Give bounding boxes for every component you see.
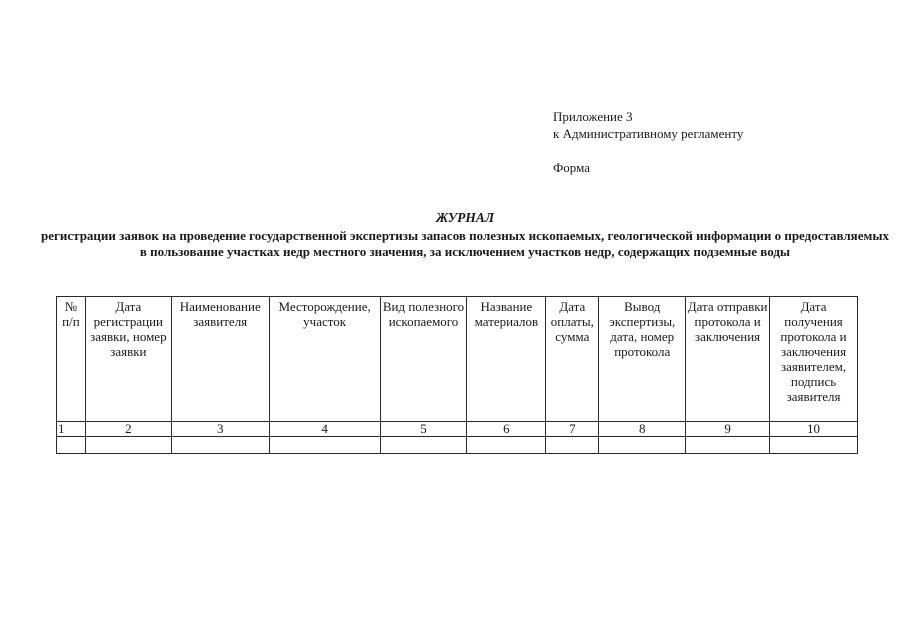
column-number: 6 — [467, 422, 546, 437]
column-number: 1 — [57, 422, 86, 437]
column-header: Вывод экспертизы, дата, номер протокола — [599, 297, 686, 422]
document-subtitle: регистрации заявок на проведение государственной экспертизы запасов полезных ископаемых, геологической информации о предоставляемых в пользование участках недр местного значения, за исключением участков недр, содержащих подземные воды — [40, 228, 889, 259]
empty-cell — [171, 437, 269, 454]
column-header: Дата регистрации заявки, номер заявки — [85, 297, 171, 422]
empty-cell — [380, 437, 467, 454]
empty-cell — [599, 437, 686, 454]
empty-cell — [57, 437, 86, 454]
appendix-line-1: Приложение 3 — [553, 109, 633, 124]
column-number: 10 — [770, 422, 858, 437]
appendix-note — [553, 108, 743, 142]
column-header: Месторождение, участок — [269, 297, 380, 422]
column-header: Название материалов — [467, 297, 546, 422]
column-number: 8 — [599, 422, 686, 437]
empty-data-row — [57, 437, 858, 454]
column-header: № п/п — [57, 297, 86, 422]
column-number: 9 — [686, 422, 770, 437]
form-label: Форма — [553, 160, 590, 175]
column-header: Дата отправки протокола и заключения — [686, 297, 770, 422]
column-number: 5 — [380, 422, 467, 437]
column-number: 4 — [269, 422, 380, 437]
empty-cell — [546, 437, 599, 454]
appendix-line-2: к Административному регламенту — [553, 126, 744, 141]
empty-cell — [269, 437, 380, 454]
column-header: Вид полезного ископаемого — [380, 297, 467, 422]
column-header: Дата получения протокола и заключения заявителем, подпись заявителя — [770, 297, 858, 422]
journal-table — [56, 296, 858, 454]
column-number: 3 — [171, 422, 269, 437]
empty-cell — [770, 437, 858, 454]
header-row — [57, 297, 858, 422]
empty-cell — [686, 437, 770, 454]
column-header: Наименование заявителя — [171, 297, 269, 422]
empty-cell — [85, 437, 171, 454]
document-title: ЖУРНАЛ — [435, 210, 495, 225]
column-header: Дата оплаты, сумма — [546, 297, 599, 422]
empty-cell — [467, 437, 546, 454]
column-number-row — [57, 422, 858, 437]
title-block — [40, 208, 890, 260]
column-number: 7 — [546, 422, 599, 437]
column-number: 2 — [85, 422, 171, 437]
